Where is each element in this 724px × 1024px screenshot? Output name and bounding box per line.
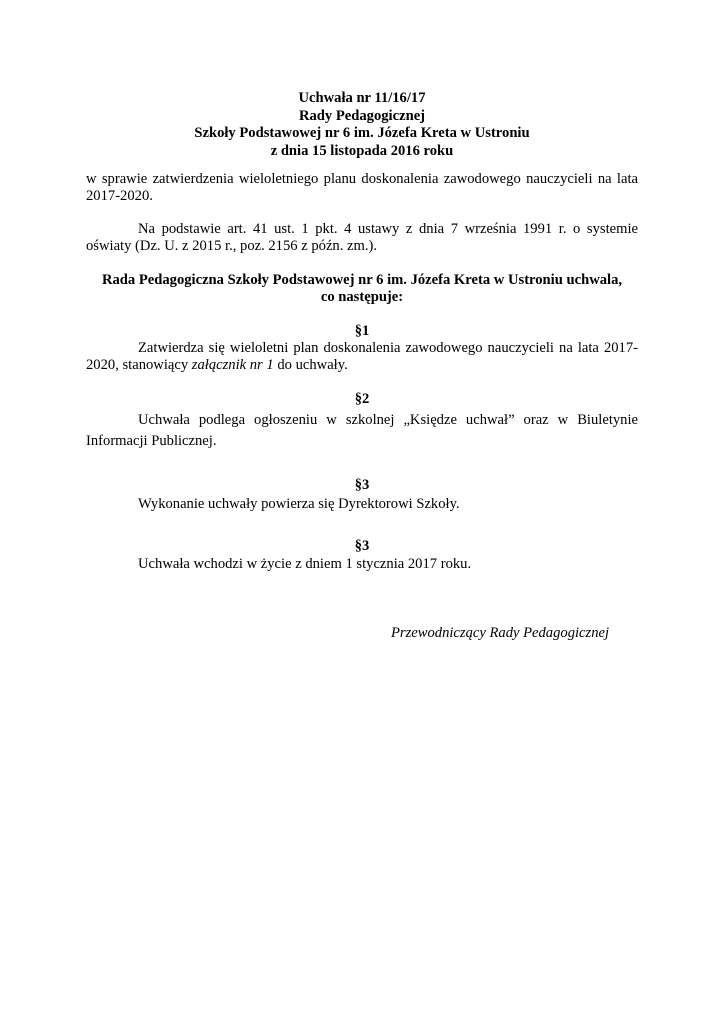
section-3-symbol: §3 <box>354 477 370 493</box>
section-1-text <box>86 340 638 375</box>
section-3-text: Wykonanie uchwały powierza się Dyrektorowi Szkoły. <box>138 496 460 512</box>
section-2-symbol: §2 <box>354 391 370 407</box>
signature-line: Przewodniczący Rady Pedagogicznej <box>391 625 610 641</box>
section-1-symbol: §1 <box>354 323 370 339</box>
resolution-date: z dnia 15 listopada 2016 roku <box>270 142 454 159</box>
section-2-text: Uchwała podlega ogłoszeniu w szkolnej „Księdze uchwał” oraz w Biuletynie Informacji Publicznej. <box>86 412 638 449</box>
resolves-line-2: co następuje: <box>320 289 404 306</box>
resolves-statement <box>86 272 638 307</box>
attachment-reference: załącznik nr 1 <box>191 357 274 374</box>
resolution-subject: w sprawie zatwierdzenia wieloletniego planu doskonalenia zawodowego nauczycieli na lata 2017-2020. <box>86 171 638 205</box>
section-4-text: Uchwała wchodzi w życie z dniem 1 stycznia 2017 roku. <box>138 556 472 572</box>
issuing-body: Rady Pedagogicznej <box>298 107 426 124</box>
resolves-line-1: Rada Pedagogiczna Szkoły Podstawowej nr 6 im. Józefa Kreta w Ustroniu uchwala, <box>101 272 623 288</box>
section-1-text-main: Zatwierdza się wieloletni plan doskonalenia zawodowego nauczycieli na lata 2017-2020, stanowiący <box>86 340 638 374</box>
legal-basis: Na podstawie art. 41 ust. 1 pkt. 4 ustawy z dnia 7 września 1991 r. o systemie oświaty (Dz. U. z 2015 r., poz. 2156 z późn. zm.). <box>86 221 638 255</box>
section-1-text-end: do uchwały. <box>273 357 348 374</box>
section-4-symbol: §3 <box>354 538 370 554</box>
document-header <box>86 90 638 160</box>
resolution-number: Uchwała nr 11/16/17 <box>298 90 426 106</box>
school-name: Szkoły Podstawowej nr 6 im. Józefa Kreta w Ustroniu <box>194 125 530 142</box>
